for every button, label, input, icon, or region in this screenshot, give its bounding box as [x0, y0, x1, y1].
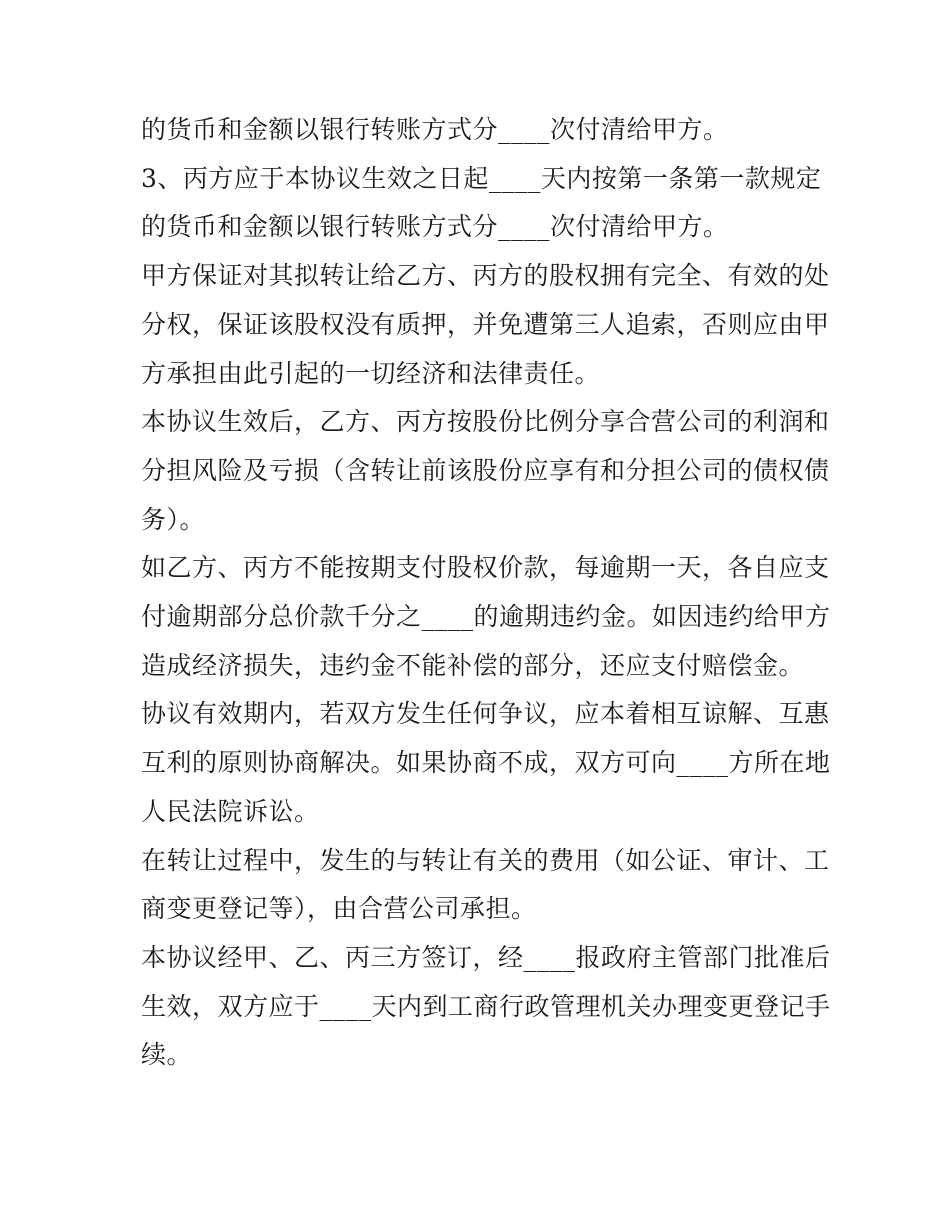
- paragraph-dispute-resolution: 协议有效期内，若双方发生任何争议，应本着相互谅解、互惠互利的原则协商解决。如果协商不成，双方可向____方所在地人民法院诉讼。: [141, 699, 831, 826]
- paragraph-party-c-payment: 3、丙方应于本协议生效之日起____天内按第一条第一款规定的货币和金额以银行转账方式分____次付清给甲方。: [141, 163, 822, 242]
- paragraph-payment-continued: 的货币和金额以银行转账方式分____次付清给甲方。: [141, 115, 729, 144]
- paragraph-effectiveness: 本协议经甲、乙、丙三方签订，经____报政府主管部门批准后生效，双方应于____天内到工商行政管理机关办理变更登记手续。: [141, 942, 831, 1070]
- paragraph-profit-sharing: 本协议生效后，乙方、丙方按股份比例分享合营公司的利润和分担风险及亏损（含转让前该股份应享有和分担公司的债权债务）。: [141, 407, 830, 534]
- document-body: [141, 106, 831, 1080]
- paragraph-transfer-fees: 在转让过程中，发生的与转让有关的费用（如公证、审计、工商变更登记等），由合营公司承担。: [141, 845, 830, 924]
- paragraph-late-payment: 如乙方、丙方不能按期支付股权价款，每逾期一天，各自应支付逾期部分总价款千分之____的逾期违约金。如因违约给甲方造成经济损失，违约金不能补偿的部分，还应支付赔偿金。: [141, 553, 831, 680]
- paragraph-party-a-guarantee: 甲方保证对其拟转让给乙方、丙方的股权拥有完全、有效的处分权，保证该股权没有质押，并免遭第三人追索，否则应由甲方承担由此引起的一切经济和法律责任。: [141, 261, 830, 388]
